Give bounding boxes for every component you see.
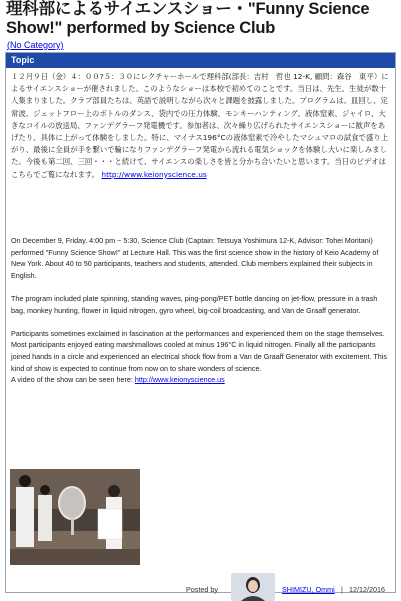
english-paragraph-3 — [11, 328, 391, 386]
post-box — [5, 52, 396, 593]
english-body — [11, 235, 391, 386]
category-link[interactable]: (No Category) — [7, 40, 64, 50]
event-photo — [10, 469, 140, 565]
post-title: 理科部によるサイエンスショー・"Funny Science Show!" performed by Science Club — [6, 0, 370, 37]
english-paragraph-2: The program included plate spinning, standing waves, ping-pong/PET bottle dancing on jet-flow, pressure in a trash bag, monkey hunting, flower in liquid nitrogen, gyro wheel, big-coil broadcasting, and Van de Graaff generator. — [11, 293, 378, 315]
posted-by-label: Posted by — [186, 585, 218, 594]
japanese-video-link[interactable]: http://www.keionyscience.us — [101, 169, 207, 179]
footer-separator: | — [341, 585, 343, 594]
topic-label: Topic — [11, 55, 35, 65]
avatar — [231, 573, 275, 601]
topic-header — [6, 53, 395, 68]
japanese-text: １２月９日（金）４：００?５：３０にレクチャーホールで理科部(部長：吉村 哲也 12-K, 顧問：森谷 東平）によるサイエンスショーが催されました。このようなショーは本校で初めてのことです。当日は、先生、生徒が数十人集まりました。クラブ部員たちは、英語で説明しながら次々と課題を披露しました。プログラムは、皿回し、定常波、ジェットフロー上のボトルのダンス、袋内での圧力体験、モンキーハンティング、液体窒素、ジャイロ、大きなコイルの放送局、ファンデグラーフ発電機です。参加者は、次々繰り広げられたサイエンスショーに歓声をあげたり、具体に上がって体験をしました。特に、マイナス196°Cの液体窒素で冷やしたマシュマロの試食で盛り上がり、最後に全員が手を繋いで輪になりファンデグラーフ発電から流れる電気ショックを体験し大いに楽しみました。今後も第二回、三回・・・と続けて、サイエンスの楽しさを皆と分かち合いたいと思います。当日のビデオはこちらでご覧になれます。 — [11, 72, 389, 179]
english-paragraph-3-text: Participants sometimes exclaimed in fascination at the performances and experienced them on the stage themselves. Most participants enjoyed eating marshmallows cooled at minus 196°C in liquid nitrogen. Finally all the participants joined hands in a circle and experienced an electrical shock flow from a Van de Graaff Generator with excitement. This kind of show is expected to continue from now on to share wonders of science. — [11, 328, 387, 373]
post-footer — [6, 573, 395, 593]
video-prefix: A video of the show can be seen here: — [11, 375, 135, 385]
author-link[interactable]: SHIMIZU, Ommi — [282, 585, 335, 594]
author-avatar-image — [231, 573, 275, 601]
english-video-link[interactable]: http://www.keionyscience.us — [134, 375, 225, 385]
japanese-body — [11, 71, 391, 181]
english-paragraph-1: On December 9, Friday, 4:00 pm ~ 5:30, Science Club (Captain: Tetsuya Yoshimura 12-K, Advisor: Tohei Moritani) performed "Funny Science Show!" at Lecture Hall. This was the first science show in the history of Keio Academy of New York. About 40 to 50 participants, teachers and students, attended. Club members explained their subjects in English. — [11, 236, 379, 280]
post-date: 12/12/2016 — [349, 585, 385, 594]
event-photo-graphic — [10, 469, 140, 565]
